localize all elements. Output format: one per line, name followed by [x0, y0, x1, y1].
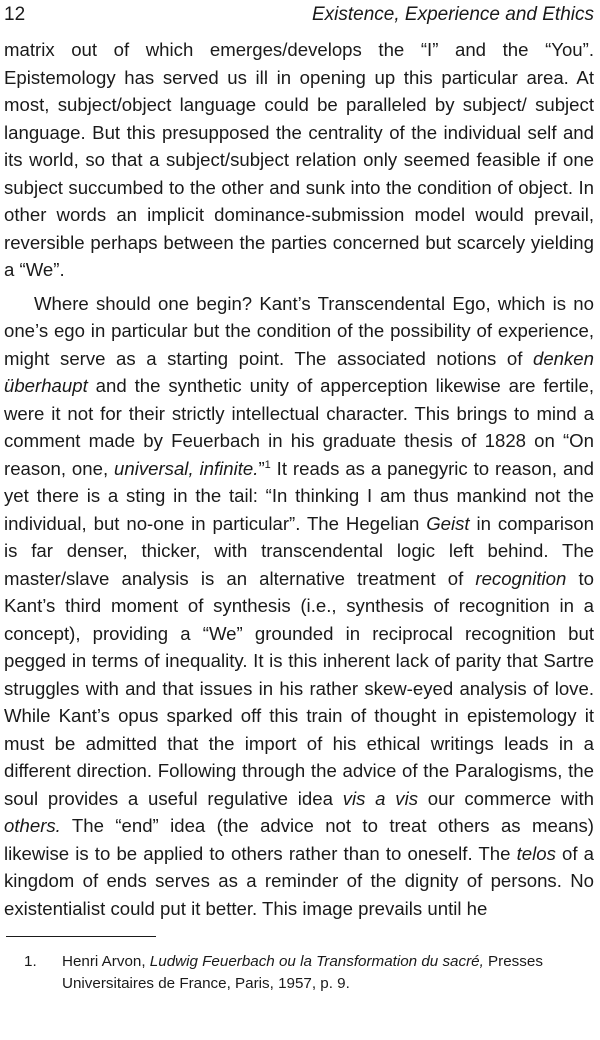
footnote-text	[62, 951, 594, 995]
text-run: to Kant’s third moment of synthesis (i.e., synthesis of recognition in a concept), providing a “We” grounded in reciprocal recognition but pegged in terms of inequality. It is this inherent lack of parity that Sartre struggles with and that issues in his rather skew-eyed analysis of love. While Kant’s opus sparked off this train of thought in epistemology it must be admitted that the import of his ethical writings leads in a different direction. Following through the advice of the Paralogisms, the soul provides a useful regulative idea	[4, 567, 594, 809]
paragraph	[4, 36, 594, 284]
text-run: and the synthetic unity of apperception likewise are fertile, were it not for their strictly intellectual character. This brings to mind a comment made by Feuerbach in his graduate thesis of 1828 on “On reason, one,	[4, 375, 594, 479]
text-run: Henri Arvon,	[62, 953, 150, 970]
italic-text: others.	[4, 815, 61, 836]
text-run: matrix out of which emerges/develops the “I” and the “You”. Epistemology has served us ill in opening up this particular area. At most, subject/object language could be paralleled by subject/ subject language. But this presupposed the centrality of the individual self and its world, so that a subject/subject relation only seemed feasible if one subject succumbed to the other and sunk into the condition of object. In other words an implicit dominance-submission model would prevail, reversible perhaps between the parties concerned but scarcely yielding a “We”.	[4, 39, 594, 280]
running-head	[4, 0, 594, 36]
text-run: ”	[258, 457, 265, 479]
italic-text: Ludwig Feuerbach ou la Transformation du sacré,	[149, 953, 484, 970]
text-run: our commerce with	[418, 787, 595, 809]
italic-text: Geist	[426, 512, 470, 534]
book-page	[4, 0, 594, 995]
footnote-reference: 1	[264, 458, 271, 471]
text-run: Where should one begin? Kant’s Transcendental Ego, which is no one’s ego in particular but the condition of the possibility of experience, might serve as a starting point. The associated notions of	[4, 292, 594, 369]
footnotes	[4, 951, 594, 995]
italic-text: vis a vis	[342, 787, 418, 809]
page-number: 12	[4, 4, 26, 25]
footnote-number: 1.	[24, 953, 37, 970]
text-run: The “end” idea (the advice not to treat others as means) likewise is to be applied to others rather than to oneself. The	[4, 815, 594, 864]
italic-text: telos	[516, 842, 556, 864]
body-text	[4, 36, 594, 922]
text-run: It reads as a panegyric to reason, and yet there is a sting in the tail: “In thinking I am thus mankind not the individual, but no-one in particular”. The Hegelian	[4, 457, 594, 534]
italic-text: universal, infinite.	[114, 457, 259, 479]
italic-text: denken überhaupt	[4, 347, 594, 396]
footnote-rule	[6, 936, 156, 937]
text-run: Presses Universitaires de France, Paris, 1957, p. 9.	[62, 953, 543, 992]
text-run: in comparison is far denser, thicker, with transcendental logic left behind. The master/slave analysis is an alternative treatment of	[4, 512, 594, 589]
footnote	[4, 951, 594, 995]
text-run: of a kingdom of ends serves as a reminder of the dignity of persons. No existentialist could put it better. This image prevails until he	[4, 842, 594, 919]
paragraph	[4, 290, 594, 923]
running-title: Existence, Experience and Ethics	[312, 4, 594, 25]
italic-text: recognition	[475, 567, 567, 589]
